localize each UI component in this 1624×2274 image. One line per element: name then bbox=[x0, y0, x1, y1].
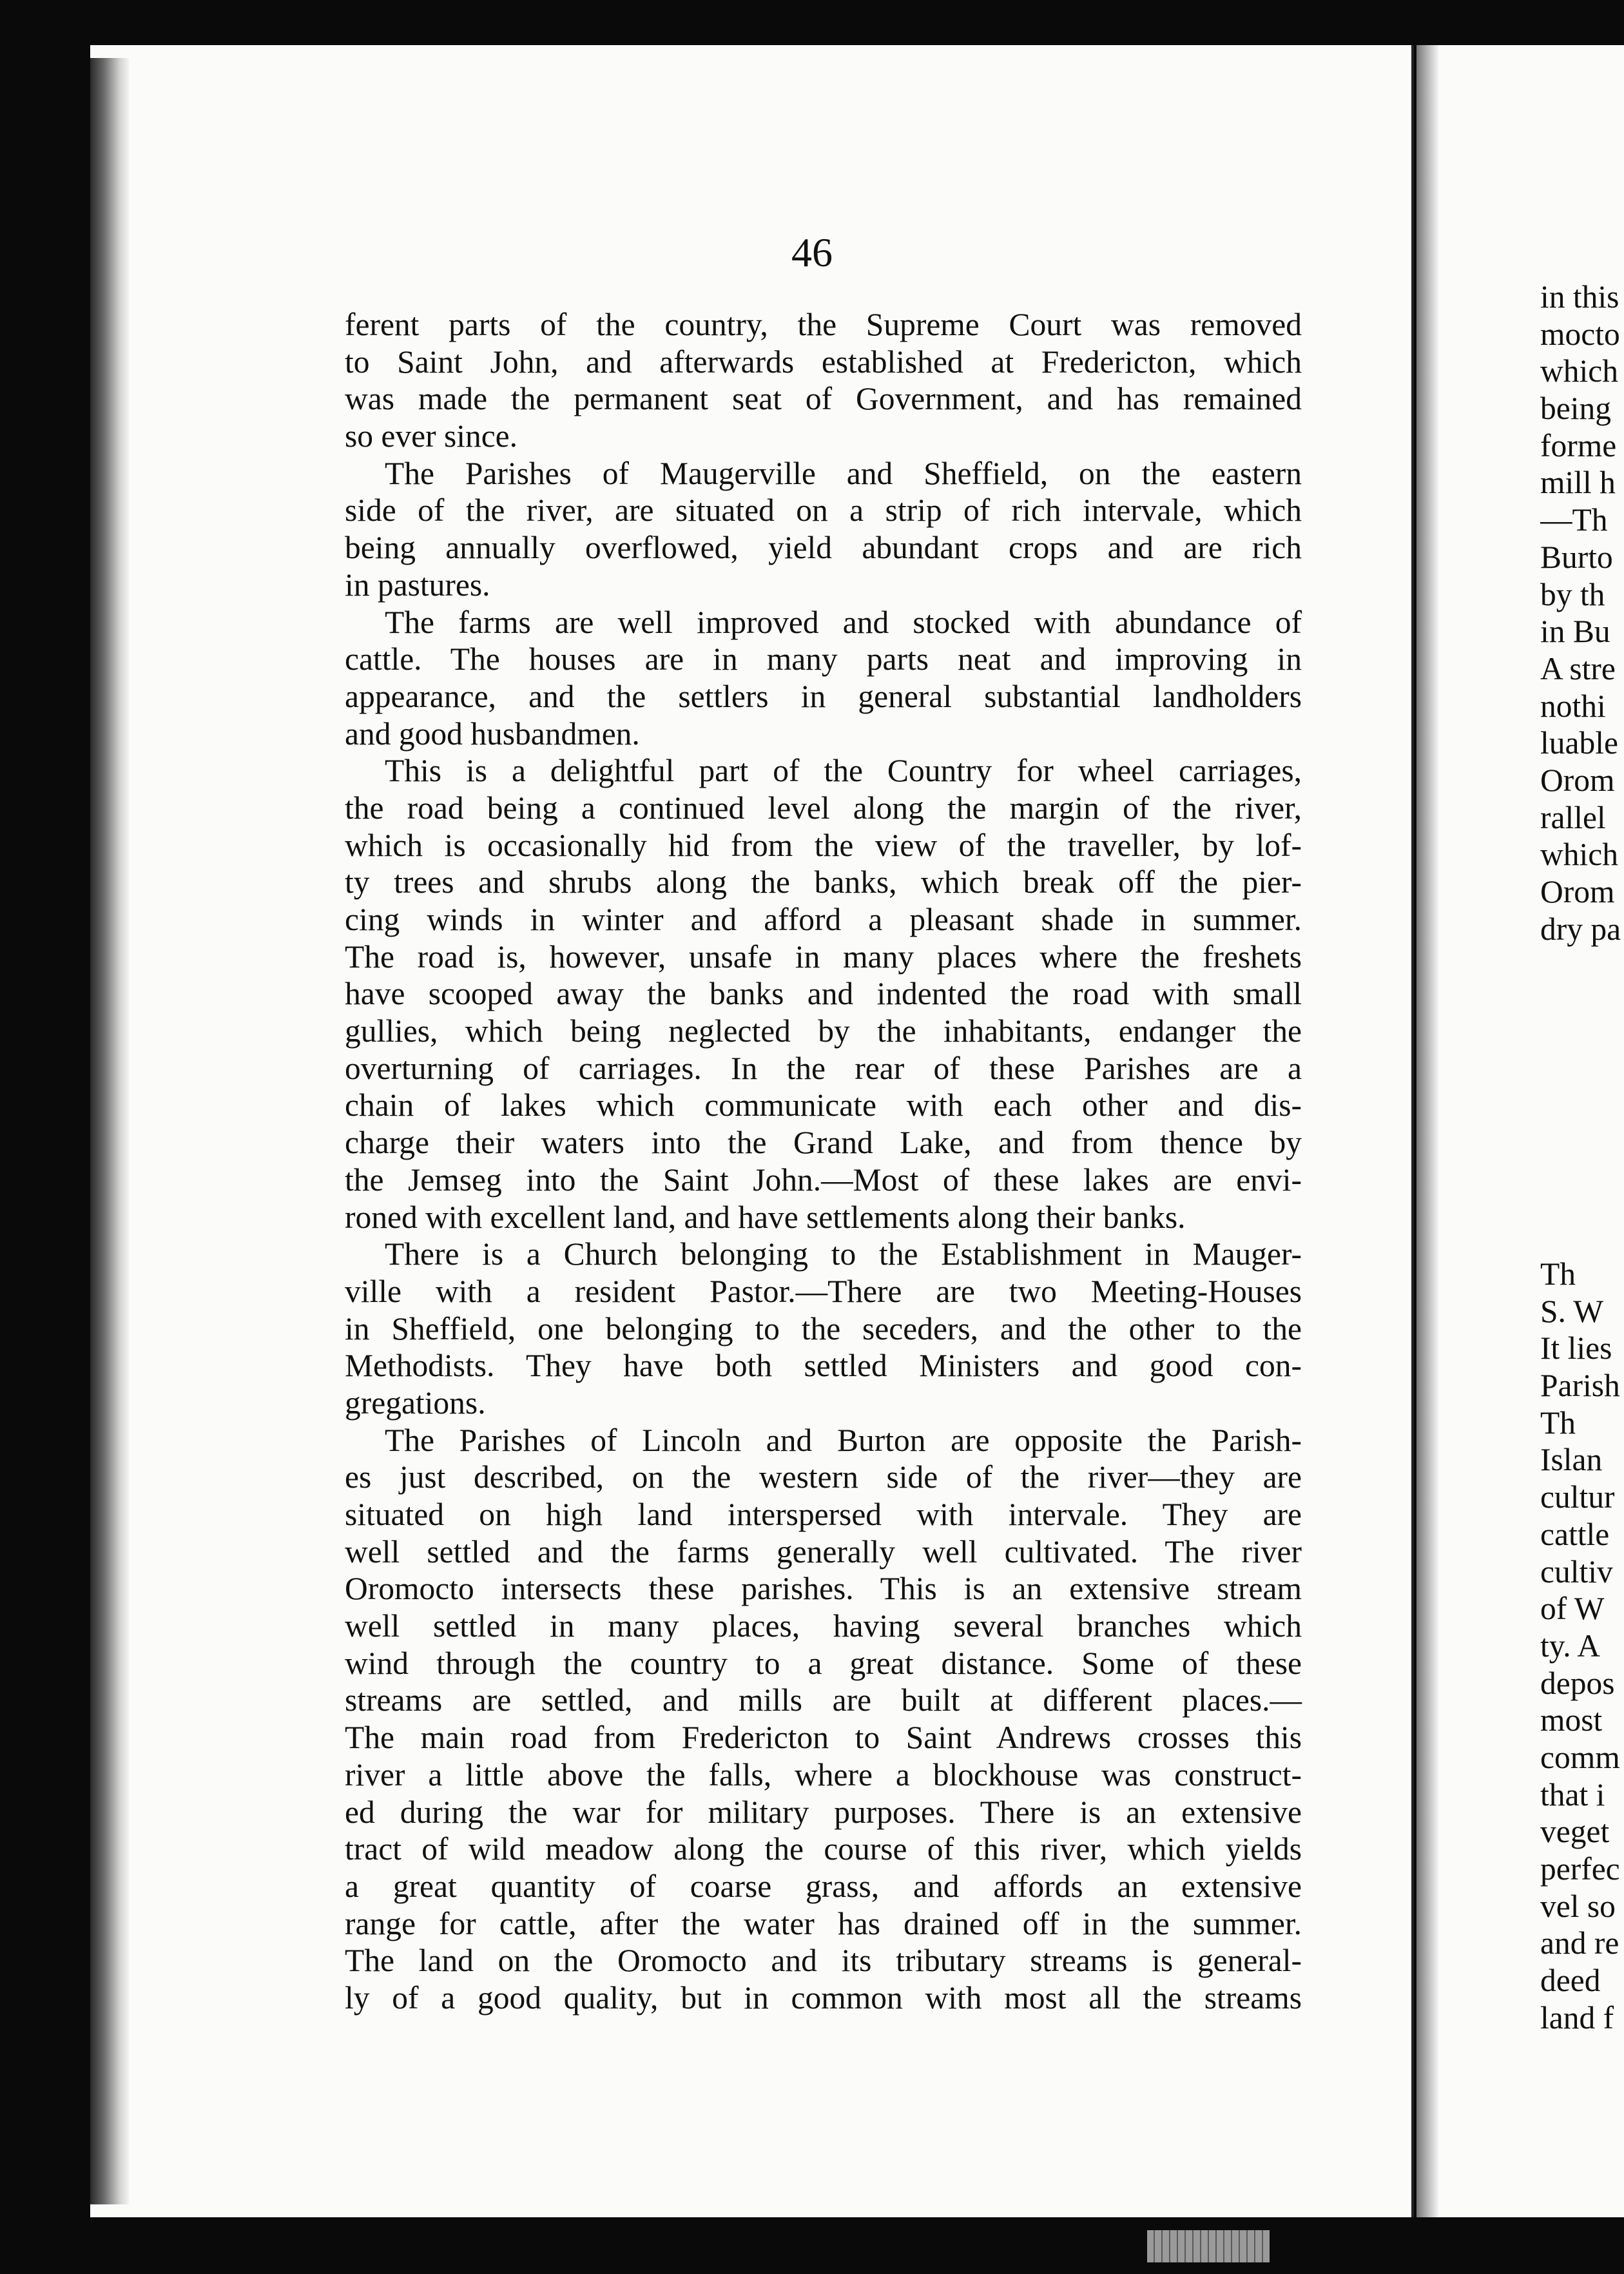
scan-ruler-strip bbox=[1147, 2230, 1270, 2262]
text-line: The land on the Oromocto and its tributary streams is general- bbox=[345, 1943, 1302, 1979]
text-line: range for cattle, after the water has drained off in the summer. bbox=[345, 1905, 1302, 1941]
facing-page-line-fragment: being bbox=[1540, 391, 1611, 427]
facing-page-line-fragment: ty. A bbox=[1540, 1628, 1601, 1664]
text-line: which is occasionally hid from the view of the traveller, by lof- bbox=[345, 827, 1302, 863]
text-line: Oromocto intersects these parishes. This is an extensive stream bbox=[345, 1571, 1302, 1607]
text-line: situated on high land interspersed with intervale. They are bbox=[345, 1497, 1302, 1532]
text-line: so ever since. bbox=[345, 418, 518, 454]
facing-page-line-fragment: vel so bbox=[1540, 1888, 1616, 1924]
text-line: chain of lakes which communicate with each other and dis- bbox=[345, 1087, 1302, 1123]
text-line: in pastures. bbox=[345, 567, 490, 603]
facing-page-line-fragment: nothi bbox=[1540, 688, 1606, 724]
text-line: and good husbandmen. bbox=[345, 715, 640, 752]
facing-page-line-fragment: cultiv bbox=[1540, 1553, 1613, 1589]
facing-page-line-fragment: deed bbox=[1540, 1963, 1601, 1999]
text-line: well settled in many places, having several branches which bbox=[345, 1608, 1302, 1644]
facing-page-column-top bbox=[1540, 278, 1624, 948]
text-line: ville with a resident Pastor.—There are two Meeting-Houses bbox=[345, 1273, 1302, 1309]
text-line: was made the permanent seat of Government, and has remained bbox=[345, 381, 1302, 417]
facing-page-line-fragment: comm bbox=[1540, 1739, 1620, 1775]
facing-page-line-fragment: Orom bbox=[1540, 874, 1615, 909]
facing-page-line-fragment: forme bbox=[1540, 427, 1617, 463]
facing-page-line-fragment: in Bu bbox=[1540, 614, 1610, 650]
text-line: cattle. The houses are in many parts neat and improving in bbox=[345, 641, 1302, 677]
facing-page-line-fragment: It lies bbox=[1540, 1330, 1612, 1366]
facing-page-line-fragment: in this bbox=[1540, 279, 1619, 315]
text-line: have scooped away the banks and indented the road with small bbox=[345, 976, 1302, 1012]
text-line: the Jemseg into the Saint John.—Most of these lakes are envi- bbox=[345, 1161, 1302, 1198]
text-line: in Sheffield, one belonging to the seceders, and the other to the bbox=[345, 1310, 1302, 1346]
facing-page-line-fragment: mocto bbox=[1540, 316, 1620, 352]
text-line: cing winds in winter and afford a pleasant shade in summer. bbox=[345, 902, 1302, 937]
facing-page-line-fragment: luable bbox=[1540, 725, 1618, 761]
facing-page-line-fragment: Th bbox=[1540, 1256, 1576, 1292]
text-line: The main road from Fredericton to Saint Andrews crosses this bbox=[345, 1720, 1302, 1756]
facing-page-line-fragment: which bbox=[1540, 837, 1618, 873]
text-line: appearance, and the settlers in general substantial landholders bbox=[345, 678, 1302, 714]
facing-page-column-bottom bbox=[1540, 1256, 1624, 2036]
text-line: ferent parts of the country, the Supreme Court was removed bbox=[345, 307, 1302, 342]
text-line: wind through the country to a great distance. Some of these bbox=[345, 1645, 1302, 1681]
facing-page-line-fragment: —Th bbox=[1540, 502, 1608, 538]
text-line: ly of a good quality, but in common with most all the streams bbox=[345, 1979, 1302, 2016]
facing-page-line-fragment: cultur bbox=[1540, 1479, 1615, 1515]
facing-page-line-fragment: mill h bbox=[1540, 465, 1616, 501]
facing-page-line-fragment: Orom bbox=[1540, 762, 1615, 798]
text-line: streams are settled, and mills are built at different places.— bbox=[345, 1682, 1302, 1718]
facing-page-line-fragment: by th bbox=[1540, 576, 1605, 612]
text-line: es just described, on the western side of the river—they are bbox=[345, 1459, 1302, 1495]
facing-page-line-fragment: rallel bbox=[1540, 799, 1606, 835]
text-line: gregations. bbox=[345, 1385, 486, 1421]
page-body-text bbox=[345, 306, 1302, 2017]
text-line: The Parishes of Maugerville and Sheffield, on the eastern bbox=[385, 455, 1302, 491]
text-line: Methodists. They have both settled Ministers and good con- bbox=[345, 1348, 1302, 1384]
text-line: The road is, however, unsafe in many places where the freshets bbox=[345, 938, 1302, 975]
text-line: ty trees and shrubs along the banks, which break off the pier- bbox=[345, 864, 1302, 900]
text-line: river a little above the falls, where a blockhouse was construct- bbox=[345, 1756, 1302, 1793]
facing-page-line-fragment: A stre bbox=[1540, 650, 1616, 686]
facing-page-line-fragment: perfec bbox=[1540, 1851, 1620, 1887]
facing-page-line-fragment: depos bbox=[1540, 1665, 1615, 1701]
facing-page-line-fragment: that i bbox=[1540, 1776, 1605, 1812]
facing-page-line-fragment: land f bbox=[1540, 1999, 1614, 2036]
facing-page-line-fragment: of W bbox=[1540, 1591, 1605, 1627]
facing-page-line-fragment: Th bbox=[1540, 1404, 1576, 1441]
facing-page-line-fragment: dry pa bbox=[1540, 911, 1621, 947]
text-line: to Saint John, and afterwards established at Fredericton, which bbox=[345, 344, 1302, 380]
facing-page-line-fragment: Parish bbox=[1540, 1368, 1620, 1404]
text-line: well settled and the farms generally well cultivated. The river bbox=[345, 1533, 1302, 1569]
facing-page-line-fragment: and re bbox=[1540, 1925, 1619, 1961]
left-page-gutter-shadow bbox=[90, 58, 129, 2204]
facing-page-line-fragment: S. W bbox=[1540, 1293, 1604, 1329]
facing-page-line-fragment: cattle bbox=[1540, 1516, 1610, 1552]
text-line: being annually overflowed, yield abundant crops and are rich bbox=[345, 530, 1302, 566]
text-line: charge their waters into the Grand Lake, and from thence by bbox=[345, 1125, 1302, 1161]
text-line: ed during the war for military purposes. There is an extensive bbox=[345, 1794, 1302, 1830]
text-line: a great quantity of coarse grass, and affords an extensive bbox=[345, 1868, 1302, 1904]
text-line: the road being a continued level along the margin of the river, bbox=[345, 790, 1302, 826]
page-number: 46 bbox=[791, 229, 833, 275]
facing-page-line-fragment: Burto bbox=[1540, 539, 1613, 575]
text-line: There is a Church belonging to the Establishment in Mauger- bbox=[385, 1236, 1302, 1272]
text-line: tract of wild meadow along the course of this river, which yields bbox=[345, 1831, 1302, 1867]
facing-page-line-fragment: veget bbox=[1540, 1814, 1610, 1850]
text-line: The Parishes of Lincoln and Burton are opposite the Parish- bbox=[385, 1422, 1302, 1458]
text-line: roned with excellent land, and have settlements along their banks. bbox=[345, 1199, 1186, 1235]
text-line: overturning of carriages. In the rear of these Parishes are a bbox=[345, 1050, 1302, 1086]
facing-page-gutter-shadow bbox=[1416, 45, 1440, 2217]
facing-page-line-fragment: most bbox=[1540, 1702, 1603, 1738]
facing-page-line-fragment: Islan bbox=[1540, 1442, 1603, 1478]
facing-page-line-fragment: which bbox=[1540, 353, 1618, 389]
text-line: gullies, which being neglected by the inhabitants, endanger the bbox=[345, 1013, 1302, 1049]
text-line: side of the river, are situated on a strip of rich intervale, which bbox=[345, 492, 1302, 529]
text-line: The farms are well improved and stocked with abundance of bbox=[385, 604, 1302, 640]
text-line: This is a delightful part of the Country for wheel carriages, bbox=[385, 753, 1302, 789]
